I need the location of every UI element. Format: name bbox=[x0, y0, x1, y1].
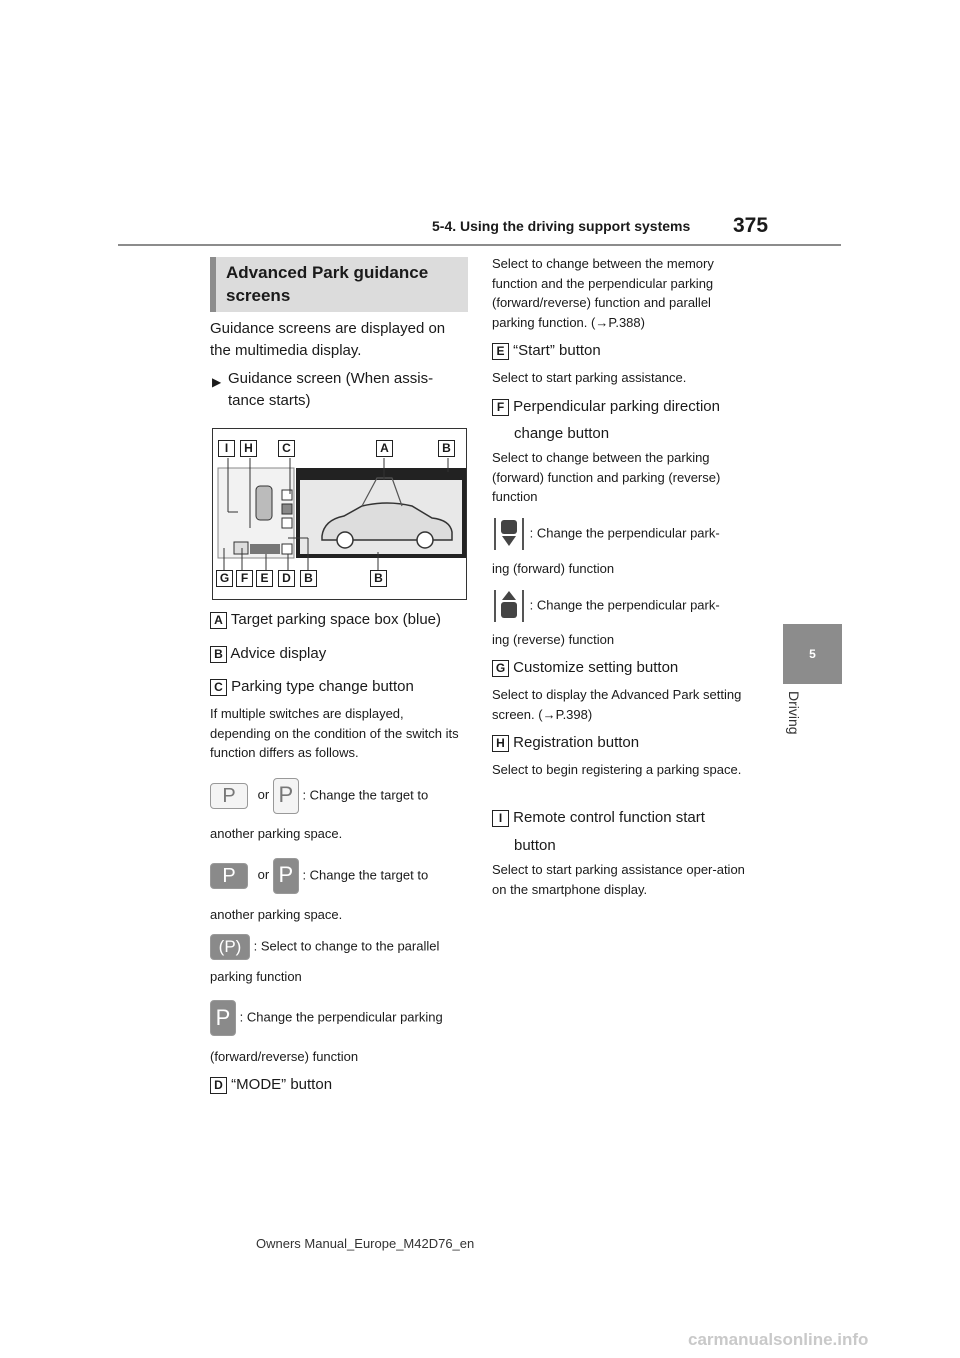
callout-h: H bbox=[240, 440, 257, 457]
item-h: H Registration button bbox=[492, 734, 639, 752]
item-h-desc: Select to begin registering a parking space. bbox=[492, 762, 742, 777]
p-filled-icon: P bbox=[210, 863, 248, 889]
reverse-parking-icon bbox=[492, 588, 526, 624]
item-c: C Parking type change button bbox=[210, 678, 414, 696]
option-4-cont: (forward/reverse) function bbox=[210, 1049, 359, 1064]
item-d: D “MODE” button bbox=[210, 1076, 332, 1094]
header-rule bbox=[118, 244, 841, 246]
p-tall-filled-icon: P bbox=[273, 858, 299, 894]
item-f: F Perpendicular parking direction bbox=[492, 398, 720, 416]
callout-b: B bbox=[438, 440, 455, 457]
option-2-cont: another parking space. bbox=[210, 907, 343, 922]
chapter-number: 5 bbox=[809, 647, 816, 661]
option-3-cont: parking function bbox=[210, 969, 302, 984]
intro-text: Guidance screens are displayed on the multimedia display. bbox=[210, 320, 446, 359]
callout-c: C bbox=[278, 440, 295, 457]
guidance-screen-diagram bbox=[212, 428, 467, 600]
bullet-item: ▶ Guidance screen (When assis-tance starts) bbox=[212, 370, 434, 409]
footer-text: Owners Manual_Europe_M42D76_en bbox=[256, 1236, 475, 1251]
forward-option: : Change the perpendicular park- bbox=[492, 516, 750, 552]
parallel-parking-icon: (P) bbox=[210, 934, 250, 960]
perpendicular-parking-icon: P bbox=[210, 1000, 236, 1036]
callout-d: D bbox=[278, 570, 295, 587]
overhead-car-icon bbox=[256, 486, 272, 520]
item-f-desc: Select to change between the parking (forward) function and parking (reverse) function bbox=[492, 450, 721, 504]
callout-a: A bbox=[376, 440, 393, 457]
option-3: (P) : Select to change to the parallel bbox=[210, 934, 468, 960]
option-1: P or P : Change the target to bbox=[210, 778, 468, 814]
section-heading: Advanced Park guidance screens bbox=[210, 257, 468, 312]
item-e-desc: Select to start parking assistance. bbox=[492, 370, 687, 385]
watermark: carmanualsonline.info bbox=[688, 1330, 869, 1349]
item-i: I Remote control function start bbox=[492, 809, 705, 827]
item-g-desc: Select to display the Advanced Park setting screen. (→P.398) bbox=[492, 687, 742, 722]
item-i-title-2: button bbox=[514, 837, 556, 854]
callout-f: F bbox=[236, 570, 253, 587]
option-4: P : Change the perpendicular parking bbox=[210, 1000, 468, 1036]
running-header: 5-4. Using the driving support systems bbox=[432, 218, 691, 234]
callout-g: G bbox=[216, 570, 233, 587]
callout-i: I bbox=[218, 440, 235, 457]
reverse-option-cont: ing (reverse) function bbox=[492, 632, 615, 647]
triangle-bullet-icon: ▶ bbox=[212, 375, 222, 389]
callout-b-2: B bbox=[300, 570, 317, 587]
chapter-label: Driving bbox=[786, 691, 802, 735]
forward-option-cont: ing (forward) function bbox=[492, 561, 615, 576]
item-e: E “Start” button bbox=[492, 342, 601, 360]
item-i-desc: Select to start parking assistance oper-ation on the smartphone display. bbox=[492, 862, 745, 897]
reverse-option: : Change the perpendicular park- bbox=[492, 588, 750, 624]
p-outline-icon: P bbox=[210, 783, 248, 809]
item-f-title-2: change button bbox=[514, 425, 610, 442]
item-a: A Target parking space box (blue) bbox=[210, 611, 441, 629]
chapter-tab bbox=[783, 624, 842, 684]
p-tall-outline-icon: P bbox=[273, 778, 299, 814]
callout-b-3: B bbox=[370, 570, 387, 587]
item-c-desc: If multiple switches are displayed, depending on the condition of the switch its function differs as follows. bbox=[210, 706, 459, 760]
item-b: B Advice display bbox=[210, 645, 326, 663]
forward-parking-icon bbox=[492, 516, 526, 552]
option-2: P or P : Change the target to bbox=[210, 858, 468, 894]
page-number: 375 bbox=[733, 214, 769, 237]
option-1-cont: another parking space. bbox=[210, 826, 343, 841]
item-d-desc: Select to change between the memory function and the perpendicular parking (forward/reverse) function and parallel parking function. (→P.388) bbox=[492, 256, 714, 330]
item-g: G Customize setting button bbox=[492, 659, 678, 677]
callout-e: E bbox=[256, 570, 273, 587]
